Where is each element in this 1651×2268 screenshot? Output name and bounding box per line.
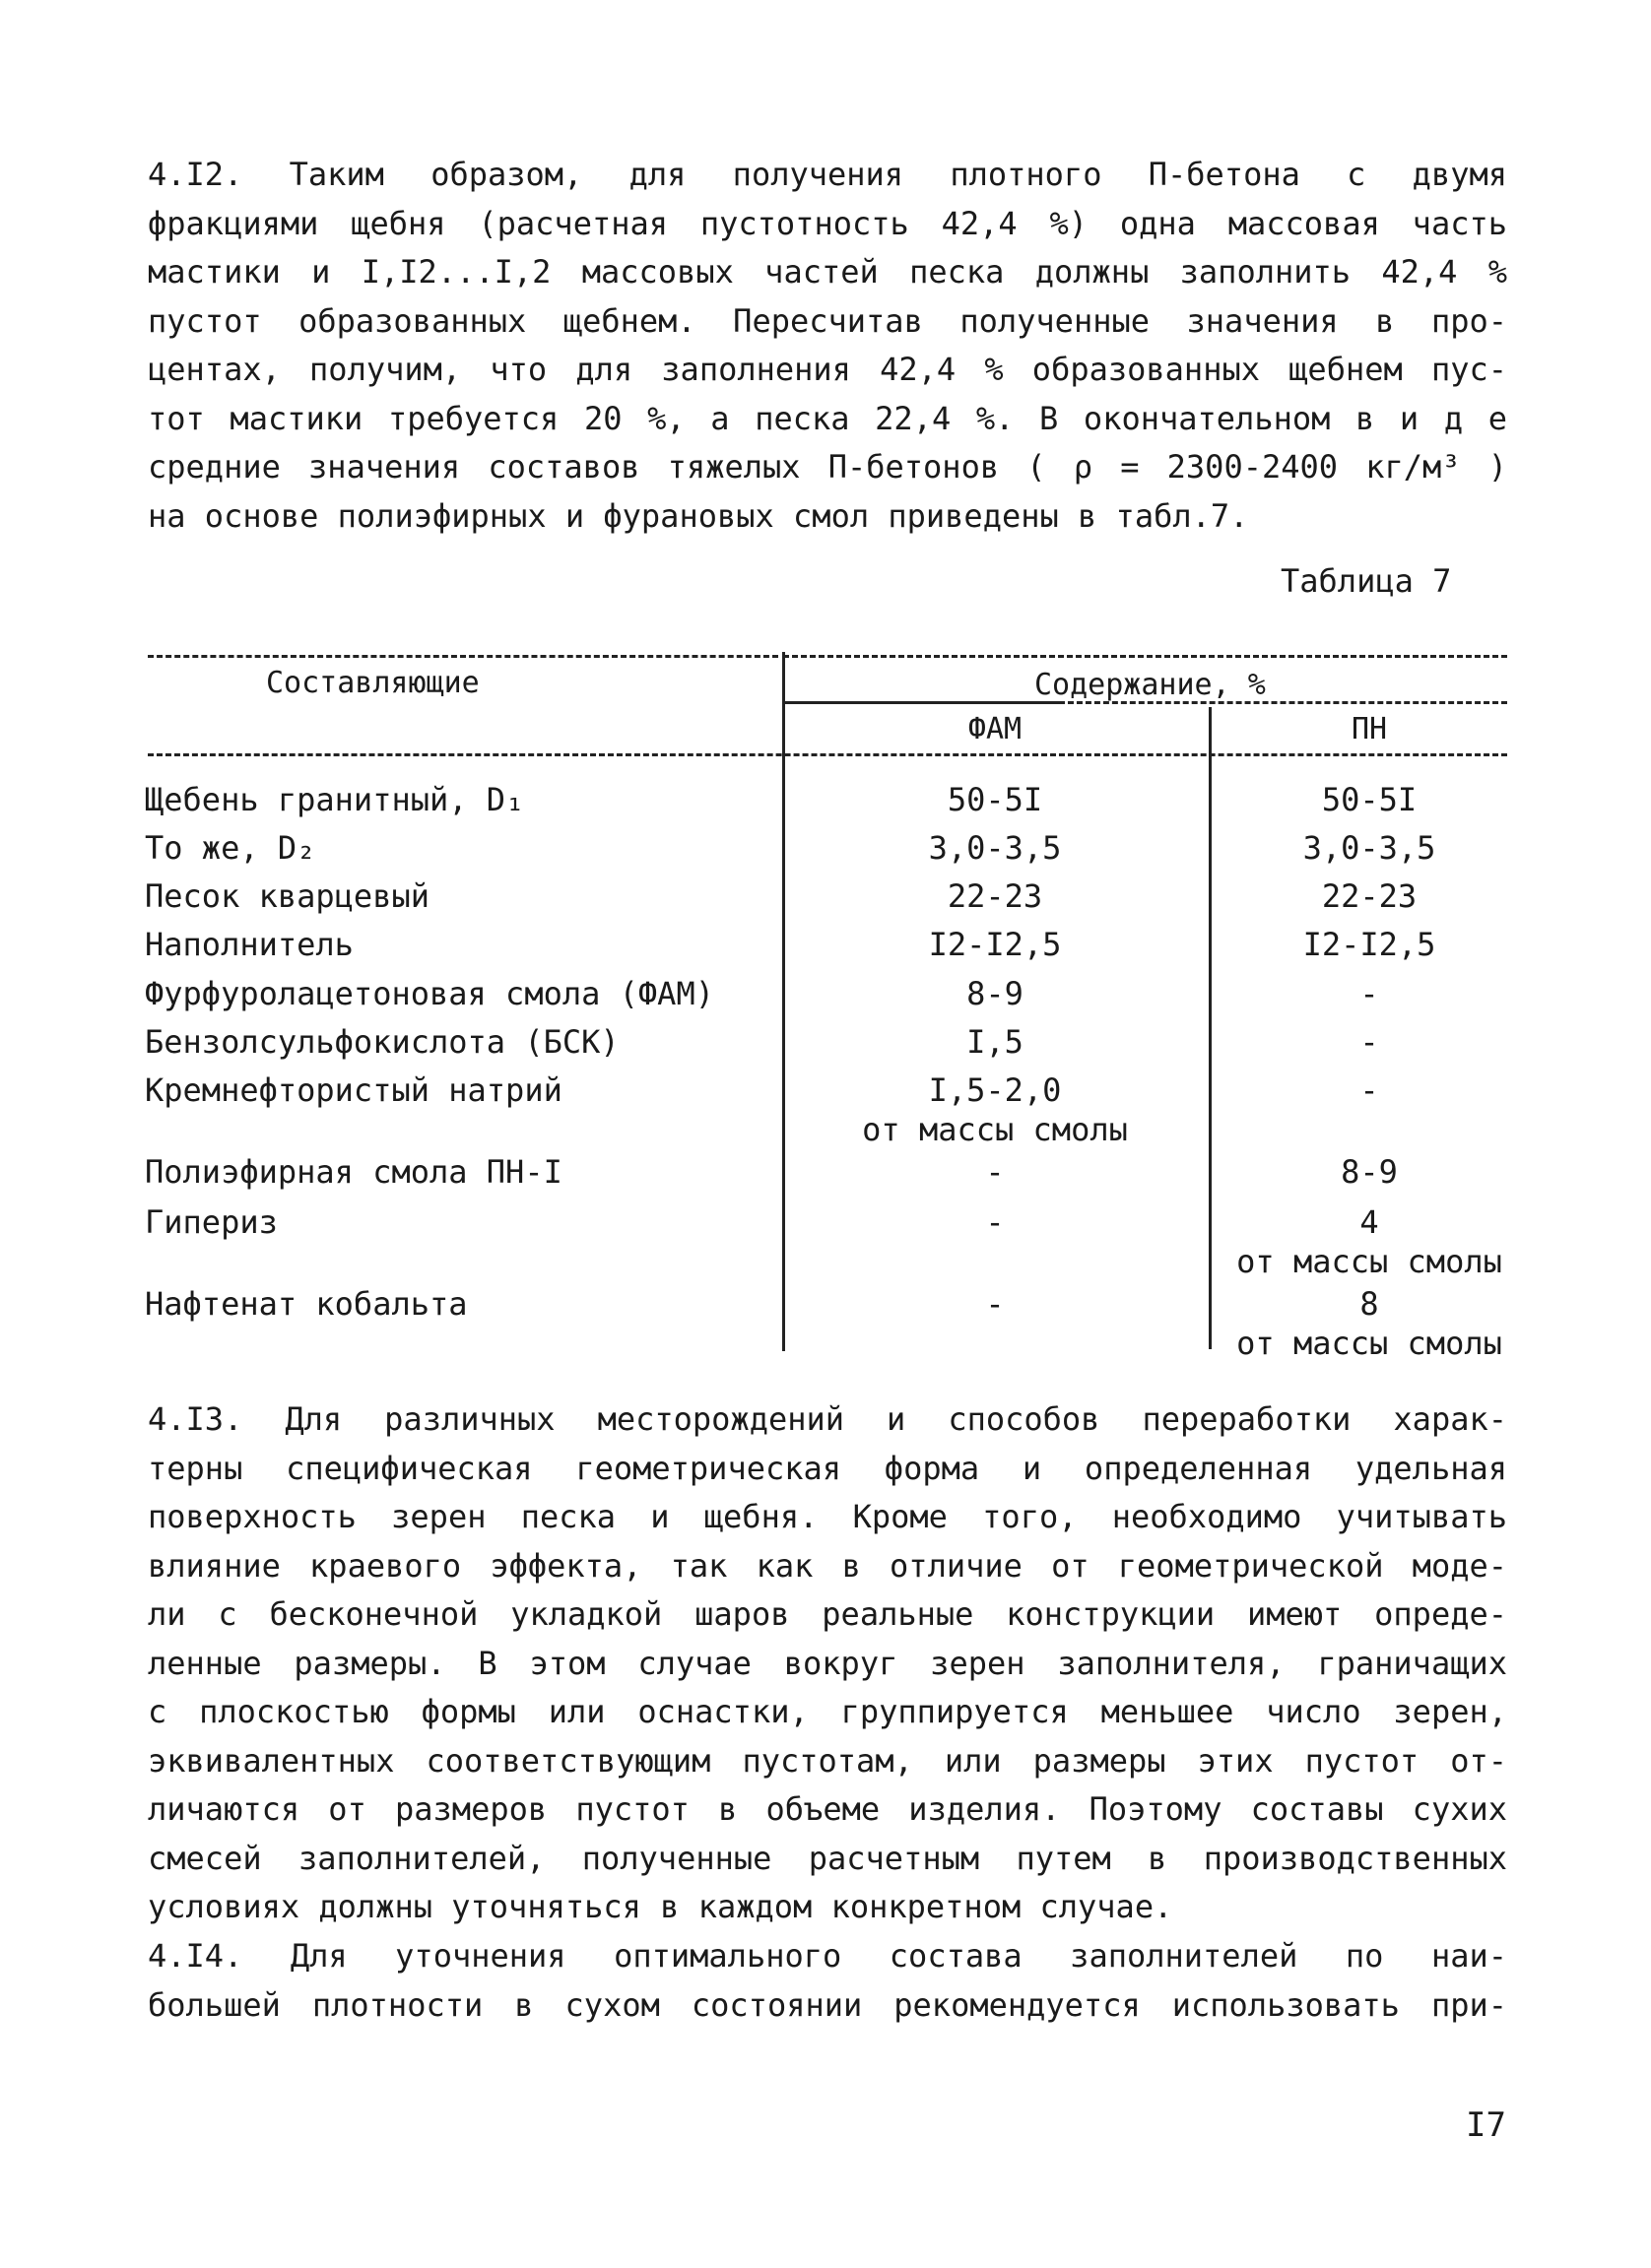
row-name: Полиэфирная смола ПН-I [145, 1153, 562, 1191]
text-line: с плоскостью формы или оснастки, группируется меньшее число зерен, [148, 1693, 1507, 1730]
row-name: Фурфуролацетоновая смола (ФАМ) [145, 975, 714, 1012]
text-line: мастики и I,I2...I,2 массовых частей песка должны заполнить 42,4 % [148, 253, 1507, 291]
row-fam-note: от массы смолы [862, 1111, 1128, 1148]
row-pn: 8 [1359, 1285, 1379, 1323]
row-pn: I2-I2,5 [1302, 926, 1436, 963]
row-fam: 3,0-3,5 [928, 829, 1062, 867]
text-line: терны специфическая геометрическая форма и определенная удельная [148, 1449, 1507, 1487]
column-divider [782, 652, 785, 1351]
text-line: фракциями щебня (расчетная пустотность 42,4 %) одна массовая часть [148, 204, 1507, 242]
row-fam: - [985, 1153, 1005, 1191]
row-fam: I,5-2,0 [928, 1071, 1062, 1109]
row-name: Гипериз [145, 1203, 278, 1241]
table-top-rule [783, 655, 1507, 658]
row-name: То же, D₂ [145, 829, 316, 867]
text-line: 4.I4. Для уточнения оптимального состава заполнителей по наи- [148, 1937, 1507, 1975]
row-name: Бензолсульфокислота (БСК) [145, 1023, 620, 1061]
text-line: влияние краевого эффекта, так как в отличие от геометрической моде- [148, 1546, 1507, 1585]
row-pn: 3,0-3,5 [1302, 829, 1436, 867]
row-name: Песок кварцевый [145, 877, 429, 915]
row-name: Наполнитель [145, 926, 354, 963]
paragraph-4-12 [148, 151, 1507, 541]
text-line: смесей заполнителей, полученные расчетным путем в производственных [148, 1839, 1507, 1877]
row-fam: 8-9 [966, 975, 1024, 1012]
row-pn: 22-23 [1321, 877, 1418, 915]
text-line: тот мастики требуется 20 %, а песка 22,4 %. В окончательном в и д е [148, 399, 1507, 437]
row-pn: - [1359, 1071, 1379, 1109]
text-line: условиях должны уточняться в каждом конкретном случае. [148, 1888, 1173, 1925]
text-line: средние значения составов тяжелых П-бетонов ( ρ = 2300-2400 кг/м³ ) [148, 448, 1507, 486]
text-line: 4.I2. Таким образом, для получения плотного П-бетона с двумя [148, 156, 1507, 193]
header-components: Составляющие [266, 666, 480, 700]
text-line: эквивалентных соответствующим пустотам, или размеры этих пустот от- [148, 1741, 1507, 1780]
row-name: Кремнефтористый натрий [145, 1071, 562, 1109]
text-line: на основе полиэфирных и фурановых смол приведены в табл.7. [148, 496, 1249, 535]
table-title: Таблица 7 [1281, 562, 1452, 600]
row-pn-note: от массы смолы [1236, 1243, 1502, 1280]
text-line: 4.I3. Для различных месторождений и способов переработки харак- [148, 1400, 1507, 1438]
text-line: пустот образованных щебнем. Пересчитав полученные значения в про- [148, 301, 1507, 340]
text-line: ленные размеры. В этом случае вокруг зерен заполнителя, граничащих [148, 1644, 1507, 1682]
row-pn-note: от массы смолы [1236, 1325, 1502, 1362]
paragraph-4-14 [148, 1932, 1507, 2030]
page-number: I7 [1466, 2106, 1506, 2145]
row-fam: 50-5I [947, 781, 1043, 818]
header-rule [783, 701, 1059, 704]
header-bottom-rule [148, 753, 1507, 756]
table-top-rule [148, 655, 778, 658]
text-line: поверхность зерен песка и щебня. Кроме того, необходимо учитывать [148, 1498, 1507, 1535]
row-pn: 50-5I [1321, 781, 1418, 818]
row-fam: I2-I2,5 [928, 926, 1062, 963]
row-fam: I,5 [966, 1023, 1024, 1061]
row-fam: 22-23 [947, 877, 1043, 915]
row-pn: 4 [1359, 1203, 1379, 1241]
row-name: Нафтенат кобальта [145, 1285, 468, 1323]
header-fam: ФАМ [967, 712, 1023, 746]
row-fam: - [985, 1203, 1005, 1241]
paragraph-4-13 [148, 1395, 1507, 1932]
row-pn: - [1359, 1023, 1379, 1061]
row-fam: - [985, 1285, 1005, 1323]
text-line: ли с бесконечной укладкой шаров реальные конструкции имеют опреде- [148, 1595, 1507, 1633]
header-content: Содержание, % [1034, 668, 1266, 702]
row-name: Щебень гранитный, D₁ [145, 781, 525, 818]
text-line: центах, получим, что для заполнения 42,4 % образованных щебнем пус- [148, 351, 1507, 388]
text-line: личаются от размеров пустот в объеме изделия. Поэтому составы сухих [148, 1790, 1507, 1828]
text-line: большей плотности в сухом состоянии рекомендуется использовать при- [148, 1985, 1507, 2024]
row-pn: - [1359, 975, 1379, 1012]
row-pn: 8-9 [1341, 1153, 1398, 1191]
header-pn: ПН [1351, 712, 1388, 746]
